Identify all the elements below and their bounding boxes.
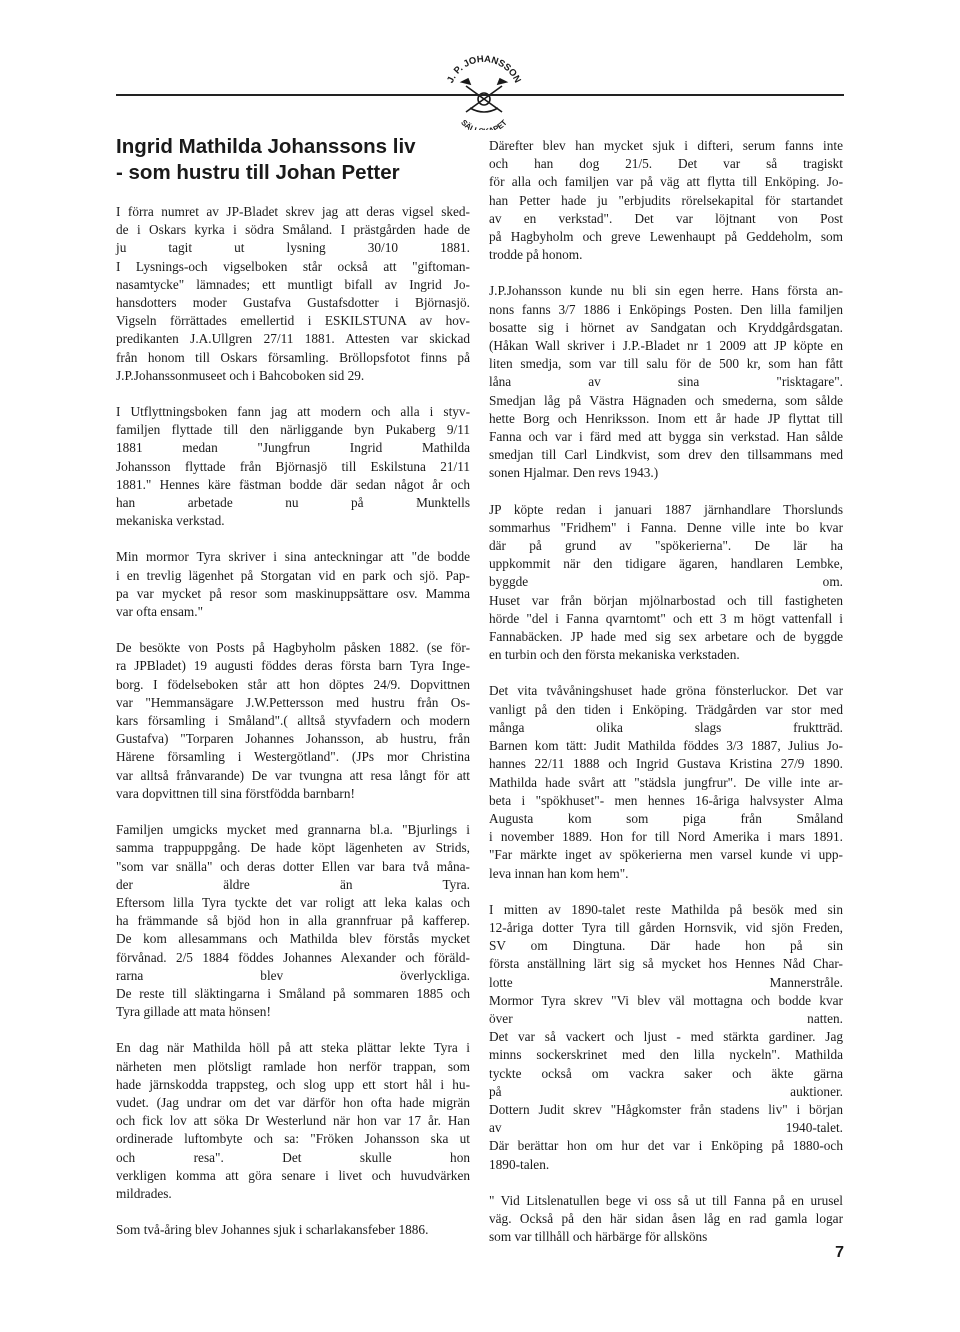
paragraph — [116, 1221, 470, 1239]
text-line: hade järnskodda trappsteg, och slog upp ett stort hål i hu- — [116, 1076, 470, 1092]
right-column — [489, 137, 843, 1264]
text-line: Tyra gillade att mata hönsen! — [116, 1004, 271, 1020]
text-line: uppkommit när den tidigare ägaren, handlaren Lembke, — [489, 556, 843, 572]
paragraph — [489, 501, 843, 665]
text-line: Gustafva) "Torparen Johannes Johansson, ab hustru, från — [116, 731, 470, 747]
title-line-1: Ingrid Mathilda Johanssons liv — [116, 135, 416, 158]
text-line: smedjan till Carl Lindkvist, som drev den tillsammans med — [489, 447, 843, 463]
text-line: som var tillhåll och härbärge för allsköns — [489, 1229, 708, 1245]
text-line: " Vid Litslenatullen bege vi oss så ut till Fanna på en urusel — [489, 1192, 843, 1208]
text-line: bosatte sig i hörnet av Sandgatan och Kryddgårdsgatan. — [489, 319, 843, 335]
text-line: 1881 medan "Jungfrun Ingrid Mathilda — [116, 440, 470, 456]
text-line: Dottern Judit skrev "Hågkomster från stadens liv" i början — [489, 1101, 843, 1117]
text-line: Eftersom lilla Tyra tyckte det var roligt att leka kalas och — [116, 894, 470, 910]
text-line: i en trevlig lägenhet på Storgatan vid en park och sjö. Pap- — [116, 567, 470, 583]
text-line: förvånad. 2/5 1884 föddes Johannes Alexander och föräld- — [116, 949, 470, 965]
text-line: der äldre än Tyra. — [116, 876, 470, 892]
paragraph — [116, 403, 470, 530]
text-line: JP köpte redan i januari 1887 järnhandlare Thorslunds — [489, 501, 843, 517]
text-line: många olika slags fruktträd. — [489, 719, 843, 735]
text-line: var alltså frånvarande) De var tvungna att resa långt för att — [116, 767, 470, 783]
text-line: Som två-åring blev Johannes sjuk i scharlakansfeber 1886. — [116, 1222, 429, 1238]
text-line: vudet. (Jag undrar om det var därför hon ofta hade migrän — [116, 1094, 470, 1110]
text-line: och resa". Det skulle hon — [116, 1149, 470, 1165]
text-line: 1890-talen. — [489, 1156, 550, 1172]
text-line: och fick lov att söka Dr Westerlund när hon var 17 år. Han — [116, 1113, 470, 1129]
text-line: från honom till Oskars församling. Bröllopsfotot finns på — [116, 349, 470, 365]
paragraph — [489, 1192, 843, 1247]
text-line: hansdotters moder Gustafva Gustafsdotter i Björnasjö. — [116, 295, 470, 311]
text-line: rarna blev överlyckliga. — [116, 967, 470, 983]
text-line: mekaniska verkstad. — [116, 513, 225, 529]
text-line: J.P.Johansson kunde nu bli sin egen herre. Hans första an- — [489, 283, 843, 299]
text-line: 12-åriga dotter Tyra till gården Hornsvik, vid sjön Freden, — [489, 919, 843, 935]
text-line: vara dopvittnen till sina förstfödda barnbarn! — [116, 785, 355, 801]
paragraph — [116, 821, 470, 1021]
text-line: Mormor Tyra skrev "Vi blev väl mottagna och bodde kvar — [489, 992, 843, 1008]
text-line: familjen flyttade till den närliggande byn Pukaberg 9/11 — [116, 422, 470, 438]
text-line: Smedjan låg på Västra Hägnaden och smederna, som sålde — [489, 392, 843, 408]
text-line: låna av sina "risktagare". — [489, 374, 843, 390]
text-line: De kom allesammans och Mathilda blev förstås mycket — [116, 931, 470, 947]
text-line: En dag när Mathilda höll på att steka plättar lekte Tyra i — [116, 1040, 470, 1056]
paragraph — [116, 639, 470, 803]
text-line: över natten. — [489, 1010, 843, 1026]
logo-bottom-text: SÄL PET — [459, 118, 509, 130]
text-line: Fannabäcken. JP hade med sig sex arbetare och de byggde — [489, 629, 843, 645]
left-column — [116, 203, 470, 1257]
text-line: verkligen komma att göra senare i livet och huvudvärken — [116, 1167, 470, 1183]
text-line: Därefter blev han mycket sjuk i difteri, serum fanns inte — [489, 138, 843, 153]
text-line: byggde om. — [489, 574, 843, 590]
article-title — [116, 134, 476, 186]
text-line: ju tagit ut lysning 30/10 1881. — [116, 240, 470, 256]
text-line: sonen Hjalmar. Den revs 1943.) — [489, 465, 659, 481]
text-line: Johansson flyttade från Björnasjö till Eskilstuna 21/11 — [116, 458, 470, 474]
text-line: ra JPBladet) 19 augusti föddes deras första barn Tyra Inge- — [116, 658, 470, 674]
text-line: vanligt på den tiden i Enköping. Trädgården var stor med — [489, 701, 843, 717]
text-line: I Lysnings-och vigselboken står också att "giftoman- — [116, 258, 470, 274]
text-line: av en verkstad". Det var löjtnant von Post — [489, 210, 843, 226]
text-line: samma trappuppgång. De hade köpt lägenheten av Strids, — [116, 840, 470, 856]
text-line: predikanten J.A.Ullgren 27/11 1881. Attesten var skickad — [116, 331, 470, 347]
text-line: närheten men plötsligt ramlade hon nerför trappan, som — [116, 1058, 470, 1074]
text-line: de i Oskars kyrka i södra Småland. I prästgården hade de — [116, 222, 470, 238]
text-line: Min mormor Tyra skriver i sina anteckningar att "de bodde — [116, 549, 470, 565]
text-line: kars församling i Småland".( alltså styvfadern och modern — [116, 713, 470, 729]
text-line: trodde på honom. — [489, 247, 583, 263]
text-line: "som var snälla" och deras dotter Ellen var bara två måna- — [116, 858, 470, 874]
text-line: De reste till släktingarna i Småland på sommaren 1885 och — [116, 985, 470, 1001]
paragraph — [489, 901, 843, 1174]
text-line: var ofta ensam." — [116, 604, 204, 620]
text-line: Familjen umgicks mycket med grannarna bl.a. "Bjurlings i — [116, 822, 470, 838]
title-line-2: - som hustru till Johan Petter — [116, 161, 400, 184]
text-line: I mitten av 1890-talet reste Mathilda på besök med sin — [489, 901, 843, 917]
text-line: Fanna och var i färd med att bygga sin verkstad. Han sålde — [489, 429, 843, 445]
text-line: Vigseln förrättades emellertid i ESKILSTUNA av hov- — [116, 313, 470, 329]
paragraph — [116, 1039, 470, 1203]
text-line: för alla och familjen var på väg att flytta till Enköping. Jo- — [489, 174, 843, 190]
text-line: 1881." Hennes käre fästman bodde där sedan något år och — [116, 476, 470, 492]
text-line: Det var så vackert och ljust - med stärkta gardiner. Jag — [489, 1029, 843, 1045]
logo-top-text: J. P. JOHANSSON — [445, 53, 523, 85]
text-line: Där berättar hon om hur det var i Enköping på 1880-och — [489, 1138, 843, 1154]
text-line: ordinerade luftombyte och sa: "Fröken Johansson ska ut — [116, 1131, 470, 1147]
paragraph — [489, 137, 843, 264]
header-rule — [116, 94, 844, 96]
paragraph — [489, 682, 843, 882]
text-line: Mathilda hade svårt att "städsla jungfrur". De ville inte ar- — [489, 774, 843, 790]
text-line: en turbin och den första mekaniska verkstaden. — [489, 647, 740, 663]
text-line: och han dog 21/5. Det var så tragiskt — [489, 156, 843, 172]
text-line: på Hagbyholm och greve Lewenhaupt på Geddeholm, som — [489, 229, 843, 245]
page-number: 7 — [835, 1244, 844, 1261]
text-line: liten smedja, som var till salu för de 500 kr, som han fått — [489, 356, 843, 372]
text-line: nons fanns 3/7 1886 i Enköpings Posten. Den lilla familjen — [489, 301, 843, 317]
paragraph — [116, 203, 470, 385]
paragraph — [489, 282, 843, 482]
text-line: hannes 22/11 1888 och Ingrid Gustava Kristina 27/9 1890. — [489, 756, 843, 772]
text-line: minns sockerskrinet med den lilla nyckeln". Mathilda — [489, 1047, 843, 1063]
text-line: han arbetade nu på Munktells — [116, 495, 470, 511]
tools-emblem-icon — [436, 52, 532, 130]
text-line: "Far märkte inget av spökerierna men varsel kunde vi upp- — [489, 847, 843, 863]
text-line: Augusta kom som piga från Småland — [489, 810, 843, 826]
text-line: I Utflyttningsboken fann jag att modern och alla i styv- — [116, 404, 470, 420]
text-line: hette Borg och Henriksson. Inom ett år hade JP flyttat till — [489, 410, 843, 426]
text-line: De besökte von Posts på Hagbyholm påsken 1882. (se för- — [116, 640, 470, 656]
text-line: ha främmande så bjöd hon in alla grannfruar på kafferep. — [116, 913, 470, 929]
text-line: (Håkan Wall skriver i J.P.-Bladet nr 1 2009 att JP köpte en — [489, 338, 843, 354]
text-line: nasamtycke" lämnades; ett muntligt bifall av Ingrid Jo- — [116, 276, 470, 292]
text-line: var "Hemmansägare J.W.Pettersson med hustru från Os- — [116, 694, 470, 710]
text-line: Barnen kom tätt: Judit Mathilda föddes 3/3 1887, Julius Jo- — [489, 738, 843, 754]
paragraph — [116, 548, 470, 621]
text-line: på auktioner. — [489, 1083, 843, 1099]
society-logo — [436, 52, 532, 130]
text-line: beta i "spökhuset"- men hennes 16-åriga halvsyster Alma — [489, 792, 843, 808]
text-line: mildrades. — [116, 1185, 172, 1201]
text-line: första anställning lärt sig så mycket hos Hennes Nåd Char- — [489, 956, 843, 972]
text-line: väg. Också på den här sidan åsen låg en rad gamla logar — [489, 1210, 843, 1226]
text-line: sommarhus "Fridhem" i Fanna. Denne ville inte bo kvar — [489, 519, 843, 535]
text-line: leva innan han kom hem". — [489, 865, 629, 881]
text-line: hörde "del i Fanna qvarntomt" och ett 3 m högt vattenfall i — [489, 610, 843, 626]
text-line: Det vita tvåvåningshuset hade gröna fönsterluckor. Det var — [489, 683, 843, 699]
text-line: han Petter hade ju "erbjudits rörelsekapital för startandet — [489, 192, 843, 208]
text-line: Härene församling i Westergötland". (JPs mor Christina — [116, 749, 470, 765]
text-line: SV om Dingtuna. Där hade hon på sin — [489, 938, 843, 954]
text-line: tyckte också om vackra saker och äkte gärna — [489, 1065, 843, 1081]
text-line: J.P.Johanssonmuseet och i Bahcoboken sid 29. — [116, 367, 365, 383]
text-line: av 1940-talet. — [489, 1120, 843, 1136]
text-line: borg. I födelseboken står att hon döptes 24/9. Dopvittnen — [116, 676, 470, 692]
text-line: pa var mycket på resor som maskinuppsättare osv. Mamma — [116, 585, 470, 601]
text-line: lotte Mannerstråle. — [489, 974, 843, 990]
text-line: där på grund av "spökerierna". De lär ha — [489, 538, 843, 554]
text-line: Huset var från början mjölnarbostad och till fastigheten — [489, 592, 843, 608]
text-line: i november 1889. Hon for till Nord Amerika i mars 1891. — [489, 829, 843, 845]
text-line: I förra numret av JP-Bladet skrev jag att deras vigsel sked- — [116, 204, 470, 219]
